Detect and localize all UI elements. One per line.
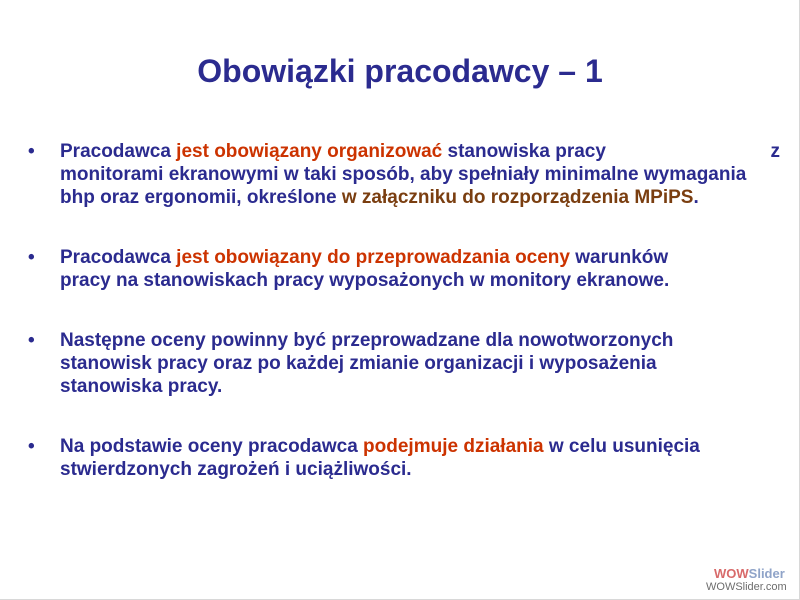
bullet-text: monitorami ekranowymi w taki sposób, aby spełniały minimalne wymagania bhp oraz ergonomii, określone [60, 164, 747, 208]
emphasis-text: jest obowiązany organizować [176, 141, 443, 162]
bullet-text: Na podstawie oceny pracodawca [60, 436, 364, 457]
bullet-text: stanowiska pracy [442, 141, 606, 162]
bullet-text: . [693, 187, 699, 208]
bullet-dot-icon: • [28, 436, 35, 457]
bullet-text: Pracodawca [60, 141, 177, 162]
bullet-dot-icon: • [28, 141, 35, 162]
watermark-logo-part: WOW [714, 566, 749, 581]
emphasis-text: podejmuje działania [363, 436, 544, 457]
bullet-text: w celu usunięcia stwierdzonych zagrożeń i uciążliwości. [60, 436, 700, 480]
watermark-text: WOWSlider.com [706, 581, 787, 593]
bullet-text: Następne oceny powinny być przeprowadzane dla nowotworzonych stanowisk pracy oraz po każdej zmianie organizacji i wyposażenia stanowiska pracy. [60, 330, 674, 397]
reference-text: w załączniku do rozporządzenia MPiPS [341, 187, 694, 208]
bullet-item [28, 140, 788, 209]
bullet-list [28, 140, 788, 518]
trailing-text: z [770, 141, 780, 162]
watermark-logo [706, 566, 790, 596]
slide-title: Obowiązki pracodawcy – 1 [197, 53, 603, 89]
watermark-logo-part: Slider [748, 566, 785, 581]
emphasis-text: jest obowiązany do przeprowadzania oceny [176, 247, 570, 268]
bullet-dot-icon: • [28, 330, 35, 351]
bullet-item [28, 329, 680, 398]
bullet-text: warunków pracy na stanowiskach pracy wyposażonych w monitory ekranowe. [60, 247, 670, 291]
watermark-logo-mark [714, 566, 785, 581]
bullet-item [28, 246, 680, 292]
bullet-dot-icon: • [28, 247, 35, 268]
bullet-item [28, 435, 720, 481]
bullet-text: Pracodawca [60, 247, 177, 268]
